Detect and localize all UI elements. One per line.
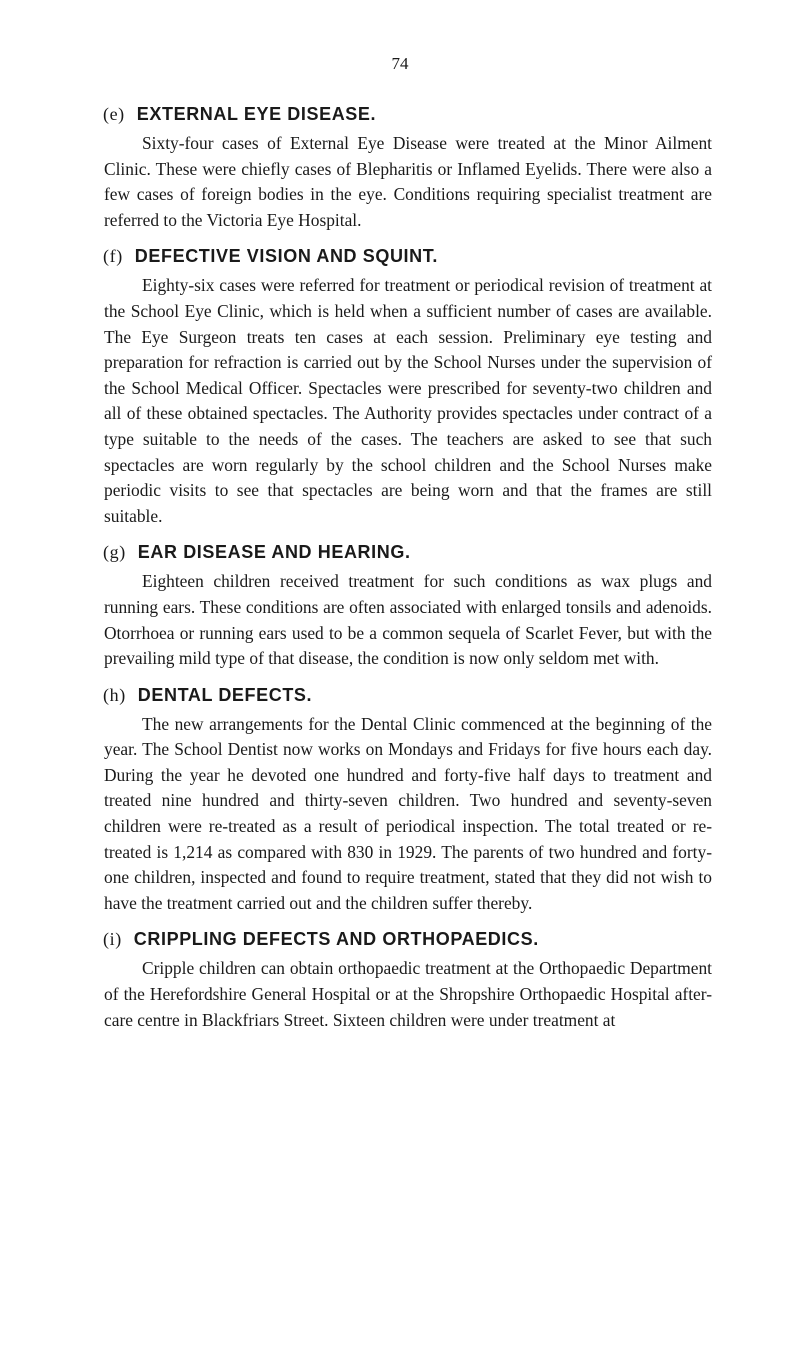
section-paragraph: Sixty-four cases of External Eye Disease were treated at the Minor Ailment Clinic. These were chiefly cases of Blepharitis or Inflamed Eyelids. There were also a few cases of foreign bodies in the eye. Conditions requiring specialist treatment are referred to the Victoria Eye Hospital.	[104, 133, 712, 230]
section-heading	[103, 103, 712, 125]
section-label: (i)	[103, 929, 122, 950]
section-defective-vision	[104, 245, 712, 529]
section-paragraph: Eighty-six cases were referred for treatment or periodical revision of treatment at the School Eye Clinic, which is held when a sufficient number of cases are available. The Eye Surgeon treats ten cases at each session. Preliminary eye testing and preparation for refraction is carried out by the School Nurses under the supervision of the School Medical Officer. Spectacles were prescribed for seventy-two children and all of these obtained spectacles. The Authority provides spectacles under contract of a type suitable to the needs of the cases. The teachers are asked to see that such spectacles are worn regularly by the school children and the School Nurses make periodic visits to see that spectacles are being worn and that the frames are still suitable.	[104, 275, 712, 526]
page-body	[104, 103, 712, 1045]
section-title: EAR DISEASE AND HEARING.	[137, 542, 411, 563]
section-paragraph: Eighteen children received treatment for such conditions as wax plugs and running ears. These conditions are often associated with enlarged tonsils and adenoids. Otorrhoea or running ears used to be a common sequela of Scarlet Fever, but with the prevailing mild type of that disease, the condition is now only seldom met with.	[104, 571, 712, 669]
section-heading	[103, 684, 712, 706]
section-title: CRIPPLING DEFECTS AND ORTHOPAEDICS.	[133, 929, 539, 950]
section-heading	[103, 928, 712, 950]
page-number: 74	[391, 54, 409, 73]
section-label: (f)	[103, 246, 123, 267]
section-dental-defects	[104, 684, 712, 917]
section-label: (e)	[103, 104, 125, 124]
section-label: (h)	[103, 684, 126, 705]
section-title: EXTERNAL EYE DISEASE.	[136, 104, 377, 124]
section-paragraph: Cripple children can obtain orthopaedic treatment at the Orthopaedic Department of the Herefordshire General Hospital or at the Shropshire Orthopaedic Hospital after-care centre in Blackfriars Street. Sixteen children were under treatment at	[104, 958, 712, 1030]
section-paragraph: The new arrangements for the Dental Clinic commenced at the beginning of the year. The School Dentist now works on Mondays and Fridays for five hours each day. During the year he devoted one hundred and forty-five half days to treatment and treated nine hundred and thirty-seven children. Two hundred and seventy-seven children were re-treated as a result of periodical inspection. The total treated or re-treated is 1,214 as compared with 830 in 1929. The parents of two hundred and forty-one children, inspected and found to require treatment, stated that they did not wish to have the treatment carried out and the children suffer thereby.	[104, 713, 712, 913]
section-heading	[103, 541, 712, 563]
section-external-eye-disease	[104, 103, 712, 233]
section-title: DEFECTIVE VISION AND SQUINT.	[134, 246, 438, 267]
section-crippling-defects	[104, 928, 712, 1033]
section-label: (g)	[103, 542, 126, 563]
section-heading	[103, 245, 712, 267]
section-title: DENTAL DEFECTS.	[137, 684, 313, 705]
section-ear-disease	[104, 541, 712, 671]
